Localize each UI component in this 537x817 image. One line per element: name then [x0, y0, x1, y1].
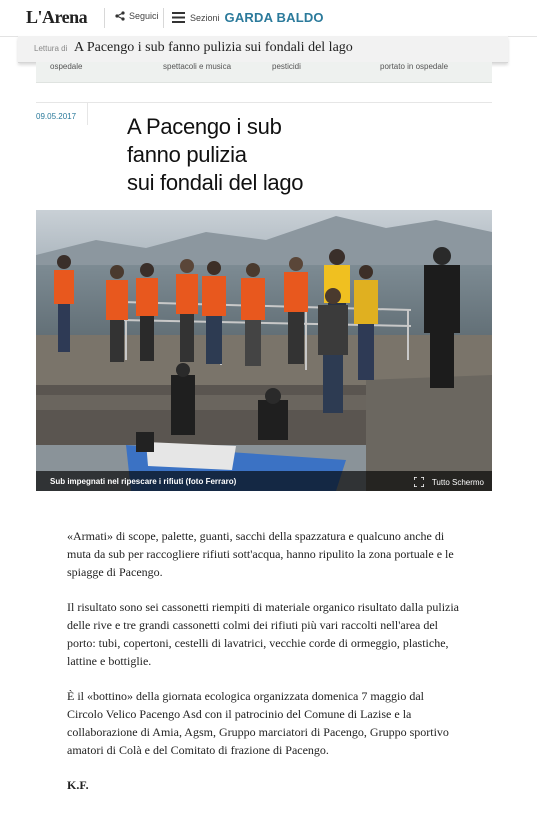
photo-caption: Sub impegnati nel ripescare i rifiuti (foto Ferraro) — [50, 477, 237, 486]
section-name[interactable]: GARDA BALDO — [224, 10, 324, 25]
article-date: 09.05.2017 — [36, 112, 77, 121]
article-photo[interactable] — [36, 210, 492, 491]
divider — [87, 103, 88, 125]
follow-button[interactable] — [115, 11, 159, 21]
site-logo[interactable]: L'Arena — [26, 7, 88, 27]
related-articles-strip — [36, 62, 492, 83]
header-divider — [104, 8, 105, 28]
hamburger-menu-icon — [172, 12, 185, 23]
reading-title: A Pacengo i sub fanno pulizia sui fondali del lago — [74, 40, 353, 55]
header-divider — [163, 8, 164, 28]
top-header — [0, 0, 537, 37]
related-link[interactable]: spettacoli e musica — [163, 62, 232, 71]
photo-caption-bar — [36, 471, 492, 491]
related-link[interactable]: pesticidi — [272, 62, 301, 71]
share-icon — [115, 11, 125, 21]
article-body — [67, 527, 459, 811]
article-title — [127, 113, 467, 197]
sections-menu-button[interactable] — [172, 10, 324, 25]
sections-label: Sezioni — [190, 12, 220, 23]
article-paragraph: È il «bottino» della giornata ecologica organizzata domenica 7 maggio dal Circolo Velico Pacengo Asd con il patrocinio del Comune di Lazise e la collaborazione di Amia, Agsm, Gruppo marciatori di Pacengo, Gruppo sportivo amatori di Colà e del Comitato di frazione di Pacengo. — [67, 689, 449, 757]
follow-label: Seguici — [129, 11, 159, 21]
reading-bar — [18, 36, 508, 63]
divider — [36, 102, 492, 103]
fullscreen-icon — [414, 477, 424, 487]
title-line: sui fondali del lago — [127, 170, 304, 195]
related-link[interactable]: ospedale — [50, 62, 83, 71]
fullscreen-label: Tutto Schermo — [431, 477, 484, 487]
article-paragraph: «Armati» di scope, palette, guanti, sacchi della spazzatura e qualcuno anche di muta da sub per raccogliere rifiuti sott'acqua, hanno ripulito la zona portuale e le spiagge di Pacengo. — [67, 529, 454, 579]
title-line: A Pacengo i sub — [127, 114, 282, 139]
related-link[interactable]: portato in ospedale — [380, 62, 449, 71]
photo-image — [36, 210, 492, 491]
article-paragraph: Il risultato sono sei cassonetti riempiti di materiale organico risultato dalla pulizia delle rive e tre grandi cassonetti colmi dei rifiuti più vari raccolti nell'area del porto: tubi, copertoni, cestelli di lavatrici, vecchie corde di ormeggio, plastiche, lattine e bottiglie. — [67, 600, 460, 668]
fullscreen-button[interactable] — [414, 477, 484, 487]
title-line: fanno pulizia — [127, 142, 247, 167]
article-signature: K.F. — [67, 778, 89, 792]
reading-label: Lettura di — [34, 44, 68, 53]
